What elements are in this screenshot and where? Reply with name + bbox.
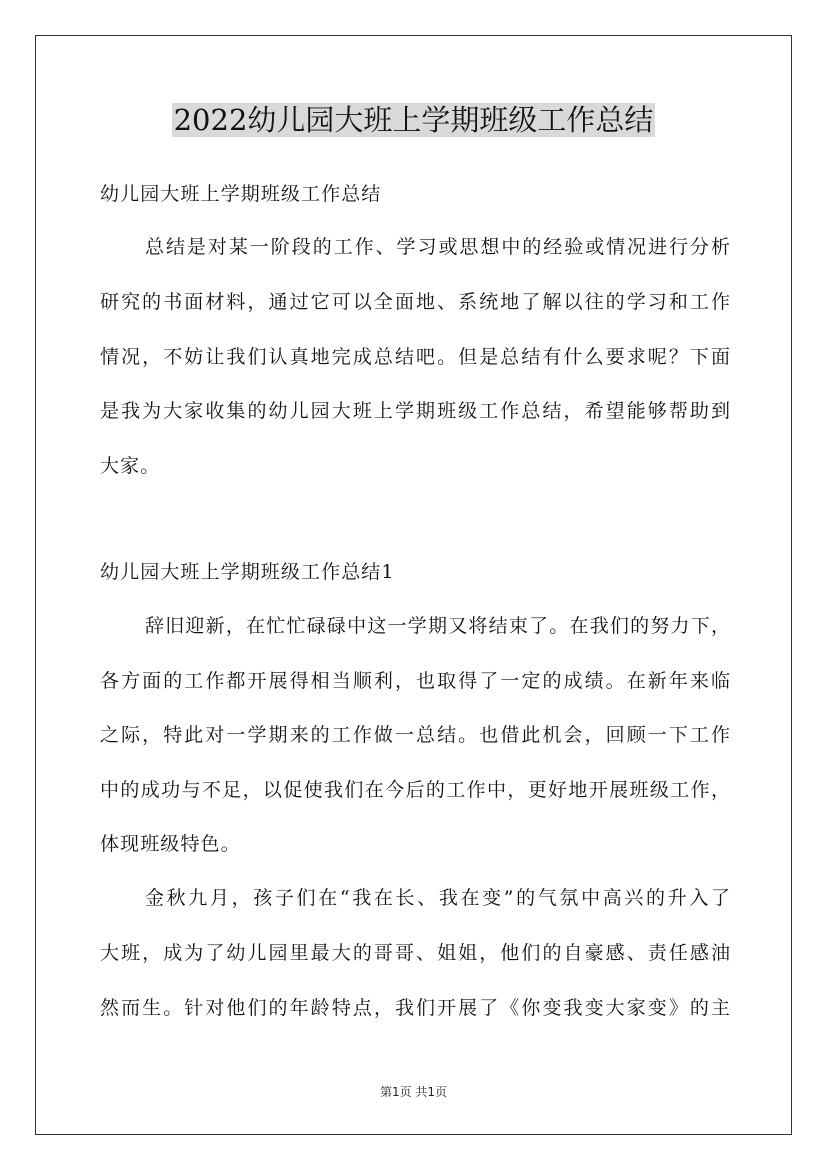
paragraph-line: 金秋九月，孩子们在“我在长、我在变”的气氛中高兴的升入了 bbox=[145, 887, 730, 909]
document-title-text: 2022幼儿园大班上学期班级工作总结 bbox=[173, 103, 654, 137]
paragraph-line: 辞旧迎新，在忙忙碌碌中这一学期又将结束了。在我们的努力下， bbox=[145, 615, 730, 637]
document-subtitle: 幼儿园大班上学期班级工作总结 bbox=[100, 183, 382, 205]
intro-line: 是我为大家收集的幼儿园大班上学期班级工作总结，希望能够帮助到 bbox=[100, 400, 730, 422]
page-footer: 第1页 共1页 bbox=[379, 1085, 448, 1099]
section-heading: 幼儿园大班上学期班级工作总结1 bbox=[100, 561, 395, 583]
paragraph-line: 各方面的工作都开展得相当顺利，也取得了一定的成绩。在新年来临 bbox=[100, 670, 730, 692]
paragraph-line: 中的成功与不足，以促使我们在今后的工作中，更好地开展班级工作， bbox=[100, 779, 730, 801]
paragraph-line: 大班，成为了幼儿园里最大的哥哥、姐姐，他们的自豪感、责任感油 bbox=[100, 942, 730, 964]
intro-line: 研究的书面材料，通过它可以全面地、系统地了解以往的学习和工作 bbox=[100, 291, 730, 313]
document-title bbox=[0, 98, 827, 142]
intro-line: 总结是对某一阶段的工作、学习或思想中的经验或情况进行分析 bbox=[145, 236, 730, 258]
paragraph-line: 然而生。针对他们的年龄特点，我们开展了《你变我变大家变》的主 bbox=[100, 997, 730, 1019]
paragraph-line: 之际，特此对一学期来的工作做一总结。也借此机会，回顾一下工作 bbox=[100, 724, 730, 746]
intro-line: 情况，不妨让我们认真地完成总结吧。但是总结有什么要求呢？下面 bbox=[100, 346, 730, 368]
intro-line: 大家。 bbox=[100, 455, 161, 477]
paragraph-line: 体现班级特色。 bbox=[100, 833, 241, 855]
